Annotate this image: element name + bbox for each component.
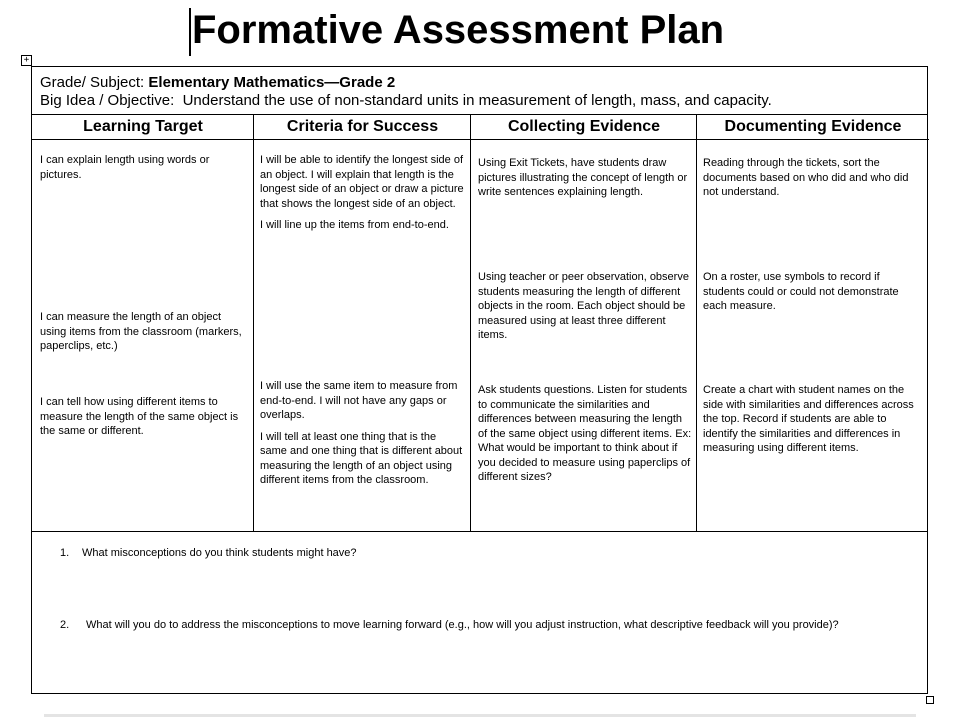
criteria-paragraph: I will tell at least one thing that is the same and one thing that is different about measuring the length of an object using different items from the classroom.: [260, 430, 463, 486]
learning-target-2: I can measure the length of an object using items from the classroom (markers, paperclips, etc.): [40, 311, 242, 352]
learning-target-3: I can tell how using different items to measure the length of the same object is the same or different.: [40, 396, 239, 437]
criteria-cell-1: [260, 153, 465, 240]
question-text: What misconceptions do you think students might have?: [82, 547, 357, 559]
assessment-table: [31, 66, 928, 694]
column-divider: [696, 115, 697, 532]
question-2: [60, 618, 839, 632]
column-divider: [470, 115, 471, 532]
objective-label: Big Idea / Objective:: [40, 92, 175, 109]
criteria-paragraph: I will use the same item to measure from end-to-end. I will not have any gaps or overlaps.: [260, 380, 458, 421]
column-divider: [253, 115, 254, 532]
page-title: Formative Assessment Plan: [192, 8, 725, 52]
column-header-learning-target: Learning Target: [32, 115, 254, 140]
column-header-criteria: Criteria for Success: [254, 115, 471, 140]
collecting-evidence-2: Using teacher or peer observation, observe students measuring the length of different objects in the room. Each object should be measured using at least three different items.: [478, 271, 689, 341]
grade-label: Grade/ Subject:: [40, 74, 149, 91]
documenting-evidence-3: Create a chart with student names on the side with similarities and differences across the top. Record if students are able to identify the similarities and differences in measuring using different items.: [703, 384, 914, 454]
objective-value: Understand the use of non-standard units in measurement of length, mass, and capacity.: [182, 92, 772, 109]
collecting-evidence-3: Ask students questions. Listen for students to communicate the similarities and differences between measuring the length of the same object using different items. Ex: What would be important to think about if you decided to measure using paperclips of different sizes?: [478, 384, 692, 483]
question-number: 1.: [60, 547, 70, 559]
documenting-evidence-2: On a roster, use symbols to record if students could or could not demonstrate each measure.: [703, 271, 899, 312]
table-move-handle-icon[interactable]: +: [21, 55, 32, 66]
criteria-paragraph: I will line up the items from end-to-end.: [260, 219, 449, 231]
criteria-paragraph: I will be able to identify the longest side of an object. I will explain that length is the longest side of an object or draw a picture that shows the longest side of an object.: [260, 154, 464, 210]
column-header-collecting: Collecting Evidence: [471, 115, 697, 140]
grade-value: Elementary Mathematics—Grade 2: [148, 74, 396, 91]
collecting-evidence-1: Using Exit Tickets, have students draw pictures illustrating the concept of length or write sentences explaining length.: [478, 157, 688, 198]
criteria-cell-3: [260, 379, 465, 495]
question-text: What will you do to address the misconceptions to move learning forward (e.g., how will you adjust instruction, what descriptive feedback will you provide)?: [86, 619, 839, 631]
documenting-evidence-1: Reading through the tickets, sort the documents based on who did and who did not understand.: [703, 157, 909, 198]
page-bottom-rule: [44, 714, 916, 717]
question-number: 2.: [60, 619, 70, 631]
column-header-documenting: Documenting Evidence: [697, 115, 929, 140]
questions-divider: [32, 531, 927, 532]
question-1: [60, 546, 357, 560]
table-resize-handle[interactable]: [926, 696, 934, 704]
table-header-info: [32, 67, 927, 115]
learning-target-1: I can explain length using words or pictures.: [40, 154, 210, 181]
text-cursor: [189, 8, 191, 56]
